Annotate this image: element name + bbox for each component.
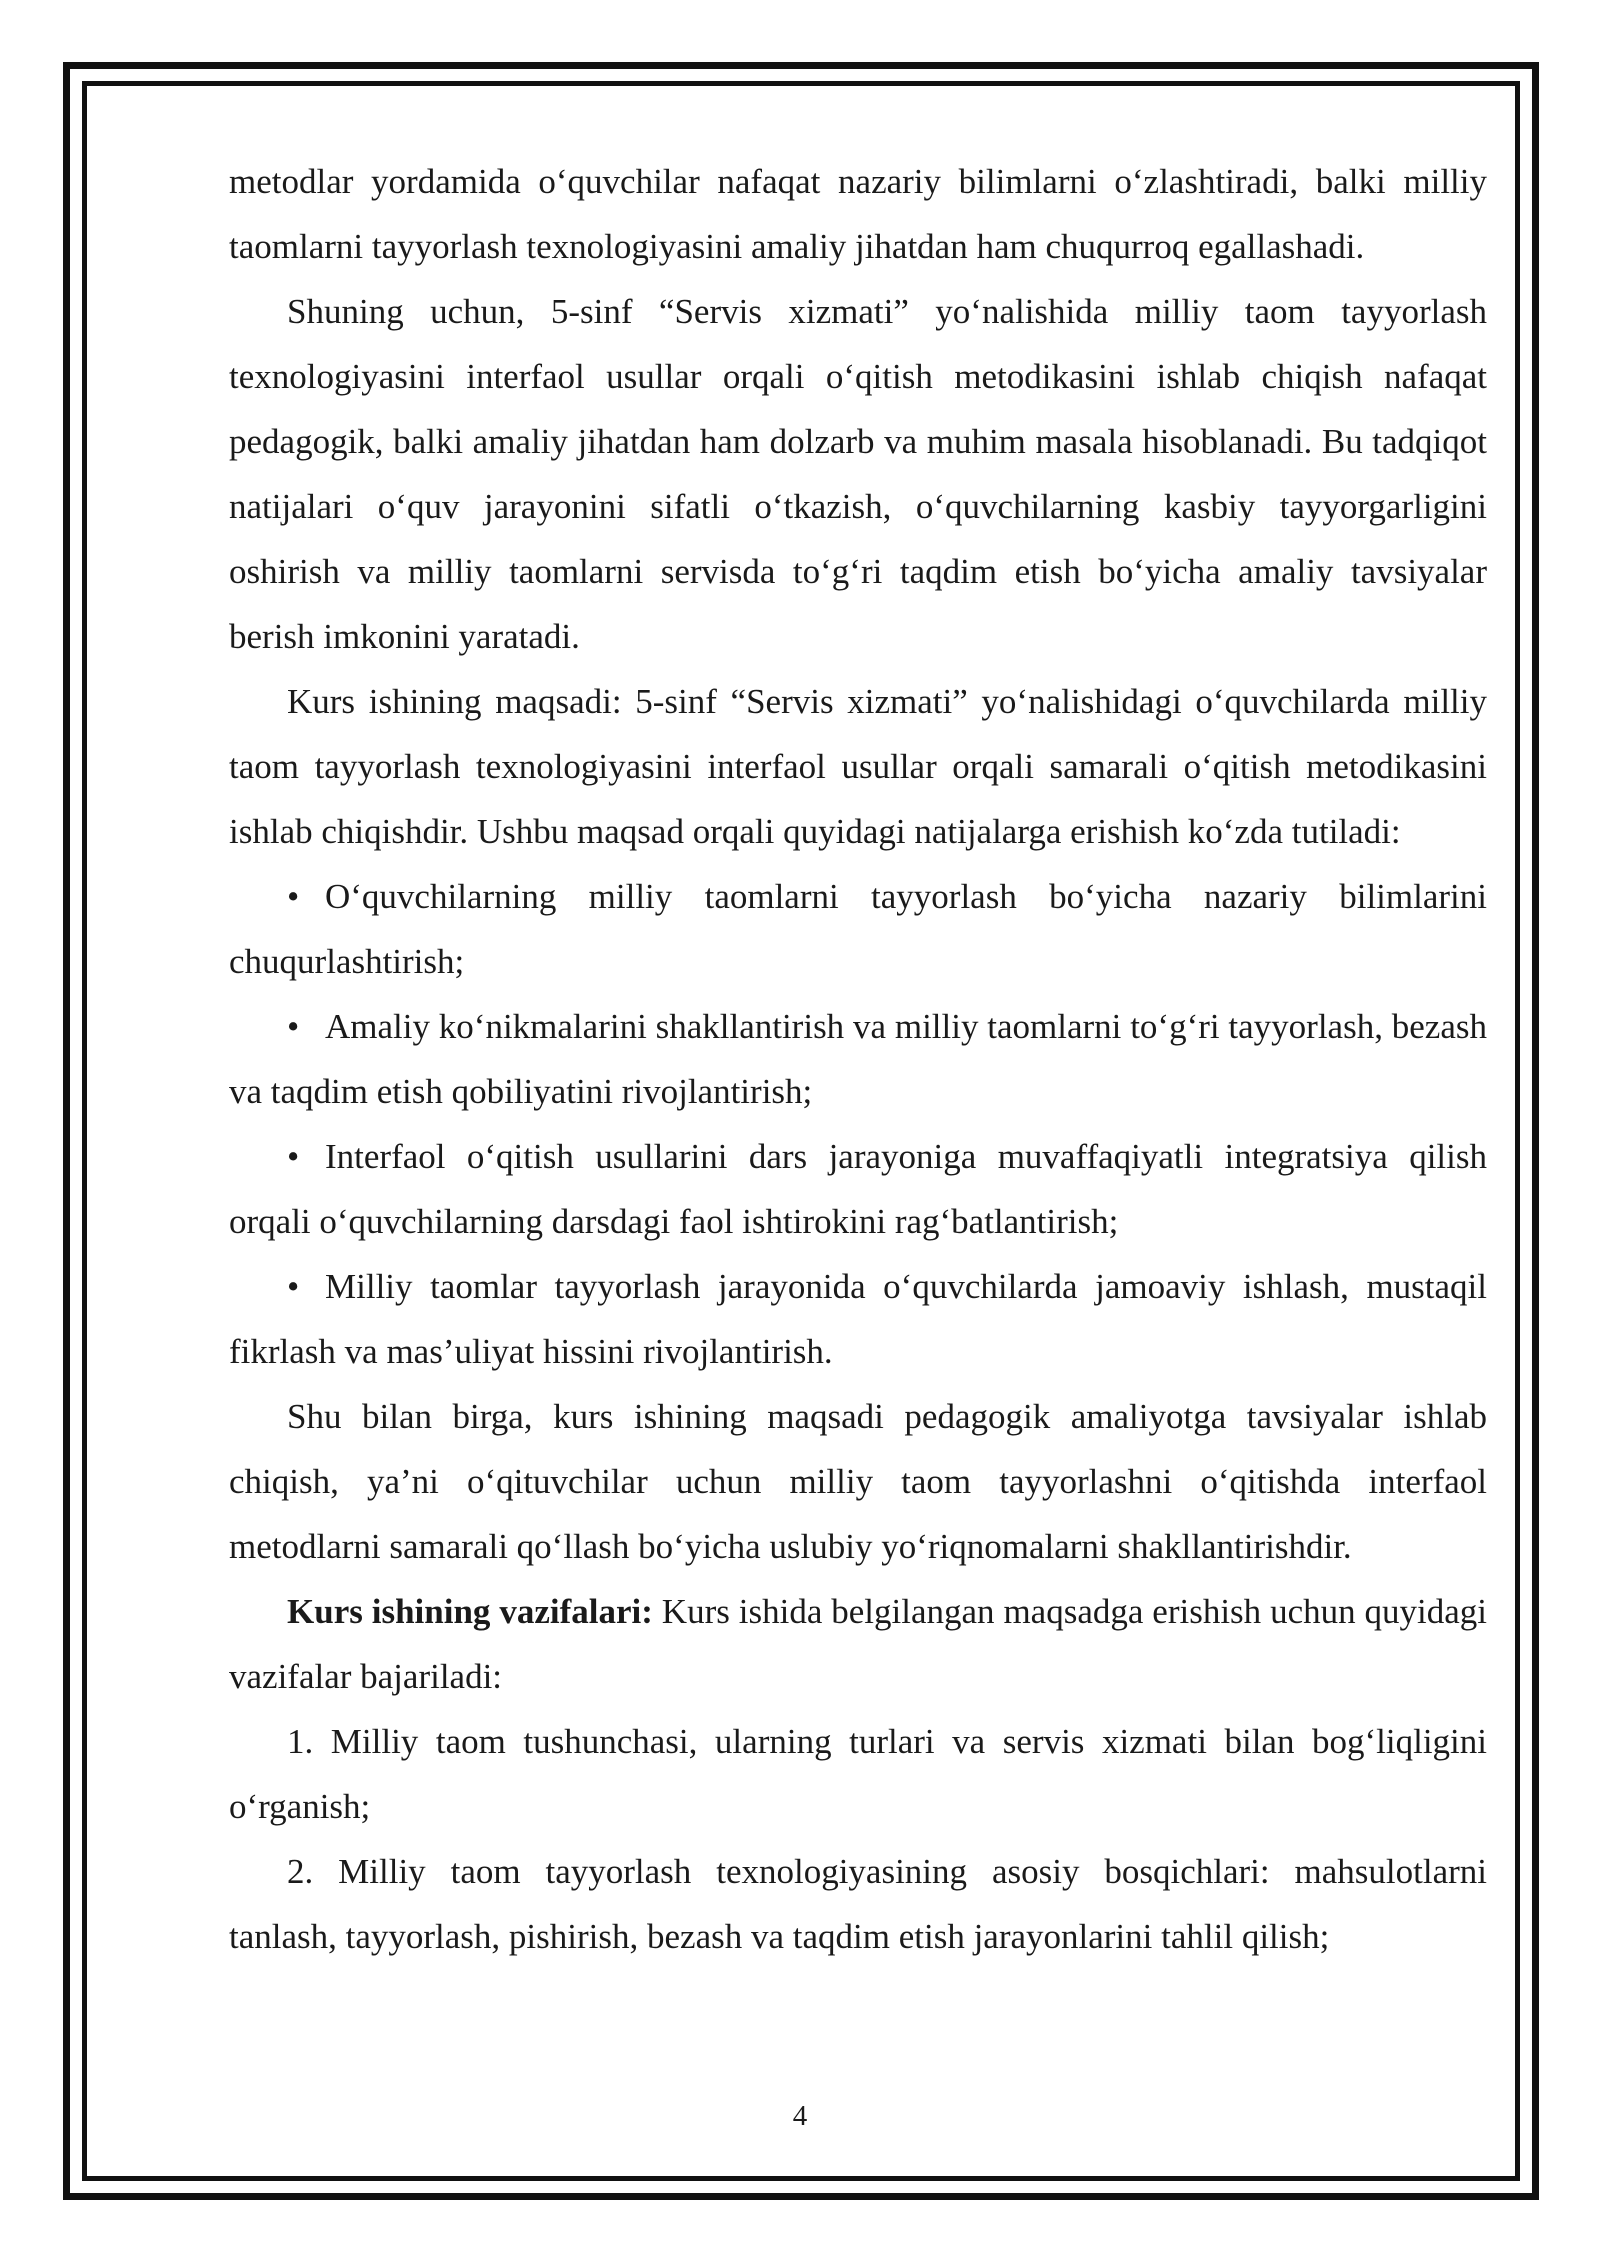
bullet-icon: • [287,1137,300,1176]
bullet-item [229,994,1487,1124]
paragraph-continuation: metodlar yordamida o‘quvchilar nafaqat nazariy bilimlarni o‘zlashtiradi, balki milliy taomlarni tayyorlash texnologiyasini amaliy jihatdan ham chuqurroq egallashadi. [229,162,1487,266]
page-number: 4 [792,2100,808,2132]
tasks-heading: Kurs ishining vazifalari: [287,1592,653,1631]
paragraph-relevance: Shuning uchun, 5-sinf “Servis xizmati” yo‘nalishida milliy taom tayyorlash texnologiyasini interfaol usullar orqali o‘qitish metodikasini ishlab chiqish nafaqat pedagogik, balki amaliy jihatdan ham dolzarb va muhim masala hisoblanadi. Bu tadqiqot natijalari o‘quv jarayonini sifatli o‘tkazish, o‘quvchilarning kasbiy tayyorgarligini oshirish va milliy taomlarni servisda to‘g‘ri taqdim etish bo‘yicha amaliy tavsiyalar berish imkonini yaratadi. [229,292,1487,656]
numbered-item: 1. Milliy taom tushunchasi, ularning turlari va servis xizmati bilan bog‘liqligini o‘rganish; [229,1722,1487,1826]
paragraph-goal: Kurs ishining maqsadi: 5-sinf “Servis xizmati” yo‘nalishidagi o‘quvchilarda milliy taom tayyorlash texnologiyasini interfaol usullar orqali samarali o‘qitish metodikasini ishlab chiqishdir. Ushbu maqsad orqali quyidagi natijalarga erishish ko‘zda tutiladi: [229,682,1487,851]
bullet-item [229,1254,1487,1384]
bullet-item [229,1124,1487,1254]
bullet-icon: • [287,1007,300,1046]
numbered-item: 2. Milliy taom tayyorlash texnologiyasining asosiy bosqichlari: mahsulotlarni tanlash, tayyorlash, pishirish, bezash va taqdim etish jarayonlarini tahlil qilish; [229,1852,1487,1956]
paragraph-tasks [229,1579,1487,1709]
bullet-text: Interfaol o‘qitish usullarini dars jarayoniga muvaffaqiyatli integratsiya qilish orqali o‘quvchilarning darsdagi faol ishtirokini rag‘batlantirish; [229,1137,1487,1241]
bullet-icon: • [287,1267,300,1306]
paragraph-recommendations: Shu bilan birga, kurs ishining maqsadi pedagogik amaliyotga tavsiyalar ishlab chiqish, ya’ni o‘qituvchilar uchun milliy taom tayyorlashni o‘qitishda interfaol metodlarni samarali qo‘llash bo‘yicha uslubiy yo‘riqnomalarni shakllantirishdir. [229,1397,1487,1566]
bullet-text: O‘quvchilarning milliy taomlarni tayyorlash bo‘yicha nazariy bilimlarini chuqurlashtirish; [229,877,1487,981]
bullet-text: Amaliy ko‘nikmalarini shakllantirish va milliy taomlarni to‘g‘ri tayyorlash, bezash va taqdim etish qobiliyatini rivojlantirish; [229,1007,1487,1111]
bullet-icon: • [287,877,300,916]
page-body [229,149,1487,1969]
tasks-intro: Kurs ishida belgilangan maqsadga erishish uchun quyidagi vazifalar bajariladi: [229,1592,1488,1696]
bullet-text: Milliy taomlar tayyorlash jarayonida o‘quvchilarda jamoaviy ishlash, mustaqil fikrlash va mas’uliyat hissini rivojlantirish. [229,1267,1487,1371]
bullet-item [229,864,1487,994]
